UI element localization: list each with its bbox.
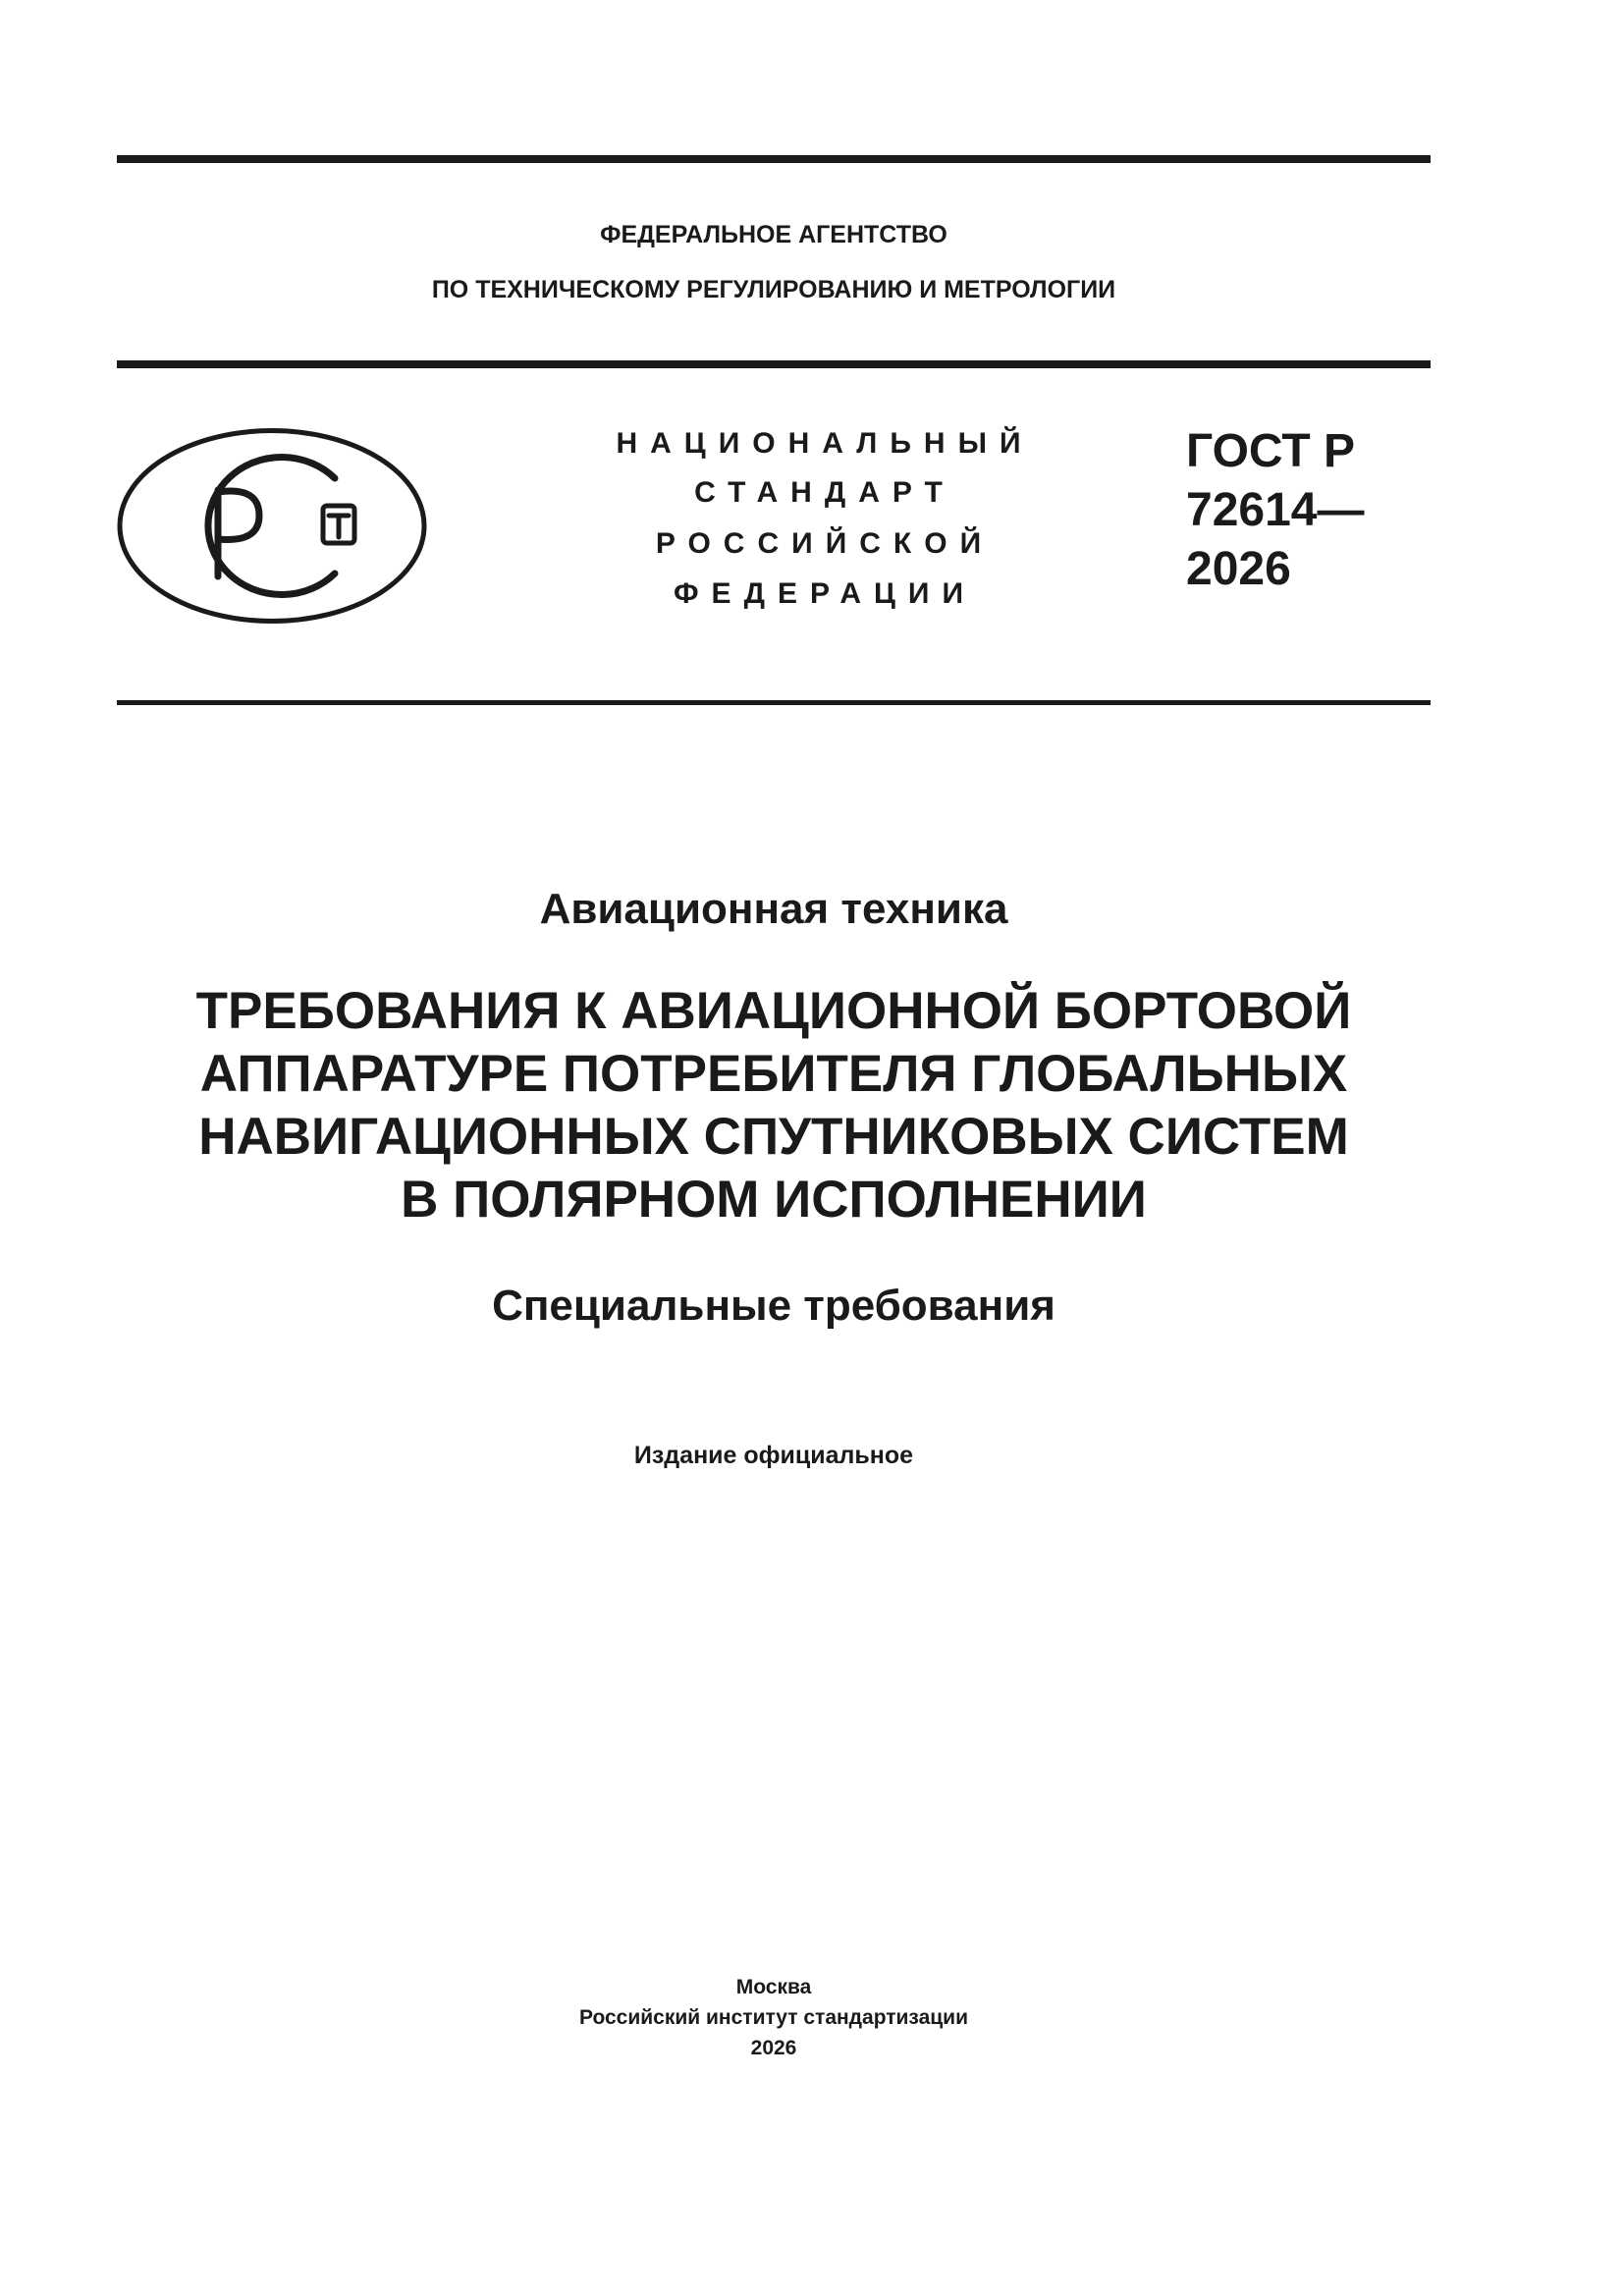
imprint xyxy=(117,1972,1431,2063)
imprint-publisher: Российский институт стандартизации xyxy=(578,2006,969,2029)
document-title xyxy=(117,980,1431,1231)
designation-line-2: 72614— xyxy=(1186,484,1365,536)
title-line-2: АППАРАТУРЕ ПОТРЕБИТЕЛЯ ГЛОБАЛЬНЫХ xyxy=(199,1045,1348,1103)
designation-line-1: ГОСТ Р xyxy=(1186,425,1356,477)
top-rule xyxy=(117,155,1431,163)
standard-designation xyxy=(1186,422,1422,599)
designation-line-3: 2026 xyxy=(1186,543,1291,595)
national-standard-line-4: ФЕДЕРАЦИИ xyxy=(673,577,977,610)
title-line-4: В ПОЛЯРНОМ ИСПОЛНЕНИИ xyxy=(401,1171,1147,1229)
header-bottom-rule xyxy=(117,700,1431,705)
national-standard-line-1: НАЦИОНАЛЬНЫЙ xyxy=(616,427,1034,460)
national-standard-line-3: РОССИЙСКОЙ xyxy=(655,527,995,560)
rst-certification-mark-icon xyxy=(117,427,427,625)
agency-line-2: ПО ТЕХНИЧЕСКОМУ РЕГУЛИРОВАНИЮ И МЕТРОЛОГИИ xyxy=(431,276,1116,303)
national-standard-line-2: СТАНДАРТ xyxy=(694,476,955,509)
topic-heading: Авиационная техника xyxy=(539,885,1008,933)
title-line-1: ТРЕБОВАНИЯ К АВИАЦИОННОЙ БОРТОВОЙ xyxy=(195,982,1352,1040)
header-rule xyxy=(117,360,1431,368)
title-line-3: НАВИГАЦИОННЫХ СПУТНИКОВЫХ СИСТЕМ xyxy=(198,1108,1349,1166)
imprint-city: Москва xyxy=(735,1976,812,1998)
imprint-year: 2026 xyxy=(750,2037,797,2059)
agency-line-1: ФЕДЕРАЛЬНОЕ АГЕНТСТВО xyxy=(600,221,947,248)
document-subtitle: Специальные требования xyxy=(492,1282,1055,1330)
edition-note: Издание официальное xyxy=(633,1442,914,1469)
